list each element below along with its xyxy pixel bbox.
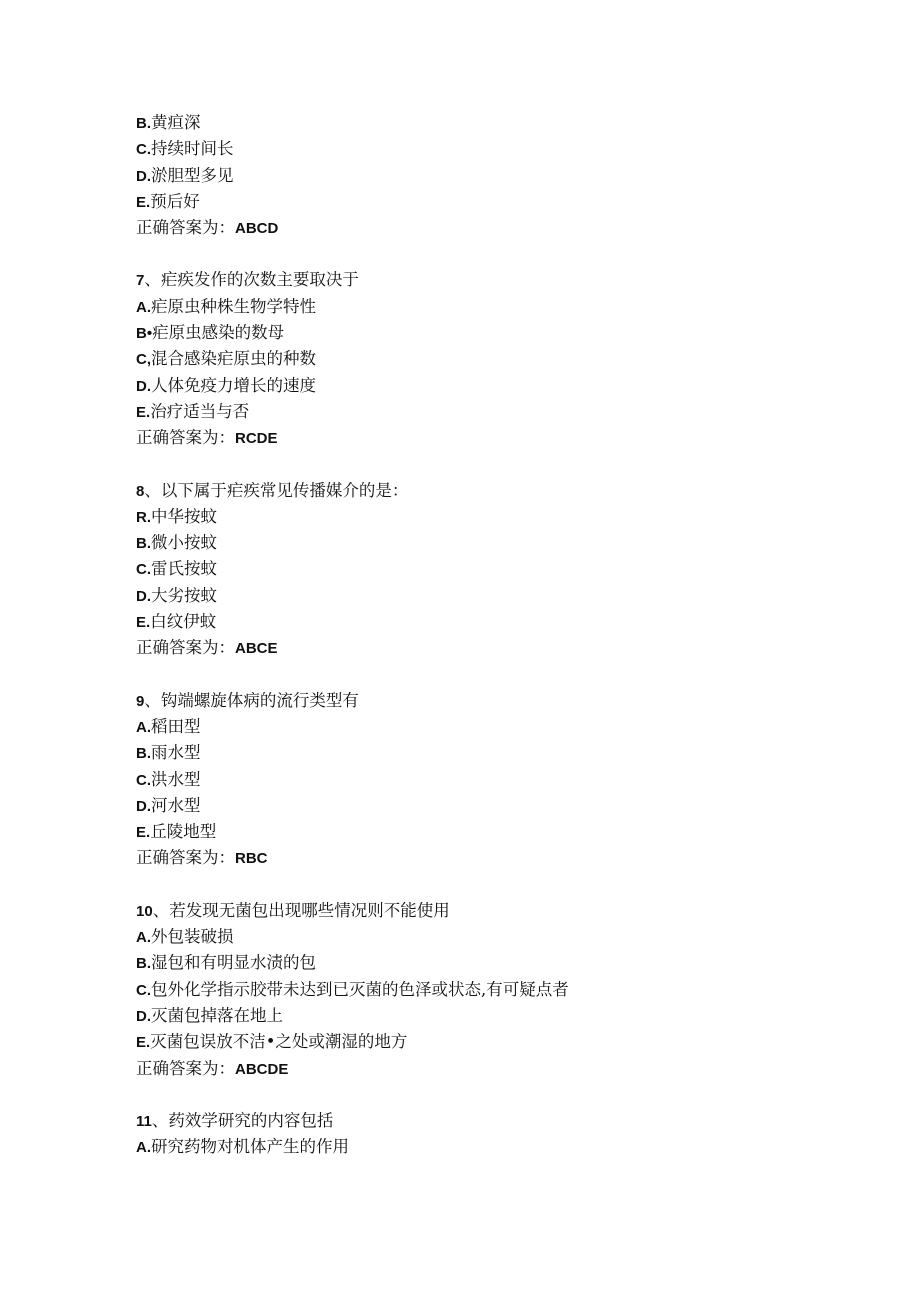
answer-prefix: 正确答案为： <box>136 1058 235 1078</box>
option-label: C. <box>136 981 151 999</box>
option-text: 白纹伊蚊 <box>150 612 217 632</box>
option-text: 持续时间长 <box>151 139 234 159</box>
answer-value: ABCD <box>235 220 279 238</box>
option-line <box>136 294 876 320</box>
answer-line <box>136 1056 876 1082</box>
question-separator: 、 <box>152 900 170 920</box>
answer-value: RCDE <box>235 430 278 448</box>
option-line <box>136 609 876 635</box>
option-text: 丘陵地型 <box>150 822 217 842</box>
question-spacer <box>136 1082 876 1108</box>
option-label: D. <box>136 377 151 395</box>
question-stem <box>136 1108 876 1134</box>
question-number: 10 <box>136 902 153 920</box>
option-text: 微小按蚊 <box>151 533 217 553</box>
option-label: D. <box>136 587 151 605</box>
option-text: 疟原虫种株生物学特性 <box>151 296 316 316</box>
option-text: 雷氏按蚊 <box>151 559 217 579</box>
option-label: B. <box>136 745 151 763</box>
question-block <box>136 688 876 872</box>
option-line <box>136 793 876 819</box>
question-block <box>136 267 876 451</box>
option-label: A. <box>136 718 151 736</box>
option-line <box>136 767 876 793</box>
option-line <box>136 819 876 845</box>
answer-prefix: 正确答案为： <box>136 638 235 658</box>
option-label: E. <box>136 1034 151 1052</box>
option-line <box>136 556 876 582</box>
document-body <box>136 110 876 1160</box>
answer-value: RBC <box>235 850 268 868</box>
option-line <box>136 189 876 215</box>
option-text: 雨水型 <box>151 743 201 763</box>
answer-line <box>136 215 876 241</box>
question-separator: 、 <box>144 270 161 290</box>
question-separator: 、 <box>144 480 161 500</box>
option-line <box>136 1003 876 1029</box>
option-text: 研究药物对机体产生的作用 <box>151 1137 349 1157</box>
option-text: 治疗适当与否 <box>150 401 250 421</box>
option-line <box>136 504 876 530</box>
question-number: 11 <box>136 1112 152 1130</box>
option-label: R. <box>136 508 151 526</box>
option-line <box>136 136 876 162</box>
question-spacer <box>136 872 876 898</box>
option-label: C. <box>136 771 151 789</box>
question-number: 9 <box>136 692 145 710</box>
option-text: 外包装破损 <box>151 927 234 947</box>
option-label: A. <box>136 1139 151 1157</box>
option-text: 预后好 <box>150 191 200 211</box>
answer-value: ABCE <box>235 640 278 658</box>
question-stem <box>136 688 876 714</box>
option-label: B. <box>136 955 151 973</box>
question-block-6-tail <box>136 110 876 241</box>
answer-line <box>136 425 876 451</box>
option-text: 淤胆型多见 <box>151 165 234 185</box>
question-number: 8 <box>136 482 145 500</box>
question-spacer <box>136 662 876 688</box>
option-label: C, <box>136 351 151 369</box>
option-text: 灭菌包误放不洁•之处或潮湿的地方 <box>150 1032 408 1052</box>
question-number: 7 <box>136 272 145 290</box>
option-label: E. <box>136 614 151 632</box>
option-line <box>136 950 876 976</box>
answer-line <box>136 635 876 661</box>
option-line <box>136 399 876 425</box>
option-text: 疟原虫感染的数母 <box>152 323 285 343</box>
option-label: E. <box>136 824 151 842</box>
option-label: B• <box>136 325 153 343</box>
option-line <box>136 110 876 136</box>
question-text: 以下属于疟疾常见传播媒介的是： <box>160 480 409 500</box>
question-block <box>136 898 876 1082</box>
option-text: 人体免疫力增长的速度 <box>151 375 316 395</box>
option-line <box>136 740 876 766</box>
question-list <box>136 241 876 1160</box>
option-line <box>136 583 876 609</box>
option-text: 混合感染疟原虫的种数 <box>151 349 316 369</box>
question-block <box>136 478 876 662</box>
option-label: C. <box>136 141 151 159</box>
option-line <box>136 373 876 399</box>
option-text: 稻田型 <box>151 716 201 736</box>
option-text: 中华按蚊 <box>151 506 217 526</box>
question-spacer <box>136 241 876 267</box>
answer-prefix: 正确答案为： <box>136 848 235 868</box>
answer-prefix: 正确答案为： <box>136 218 235 238</box>
option-line <box>136 346 876 372</box>
question-stem <box>136 478 876 504</box>
option-line <box>136 714 876 740</box>
question-stem <box>136 267 876 293</box>
option-line <box>136 1134 876 1160</box>
option-line <box>136 320 876 346</box>
option-label: D. <box>136 1007 151 1025</box>
question-separator: 、 <box>151 1110 169 1130</box>
answer-value: ABCDE <box>235 1060 289 1078</box>
question-text: 疟疾发作的次数主要取决于 <box>160 270 359 290</box>
option-label: A. <box>136 929 151 947</box>
question-text: 药效学研究的内容包括 <box>168 1110 334 1130</box>
option-label: D. <box>136 797 151 815</box>
answer-prefix: 正确答案为： <box>136 428 235 448</box>
option-text: 河水型 <box>151 795 201 815</box>
option-label: B. <box>136 535 151 553</box>
option-label: A. <box>136 298 151 316</box>
option-label: B. <box>136 115 151 132</box>
option-text: 包外化学指示胶带未达到已灭菌的色泽或状态,有可疑点者 <box>151 979 569 999</box>
option-text: 灭菌包掉落在地上 <box>151 1005 283 1025</box>
option-line <box>136 924 876 950</box>
option-label: D. <box>136 167 151 185</box>
question-separator: 、 <box>144 690 161 710</box>
option-text: 黄疸深 <box>151 113 201 132</box>
option-label: C. <box>136 561 151 579</box>
question-text: 若发现无菌包出现哪些情况则不能使用 <box>169 900 450 920</box>
question-text: 钩端螺旋体病的流行类型有 <box>160 690 359 710</box>
question-block <box>136 1108 876 1161</box>
option-line <box>136 163 876 189</box>
option-text: 湿包和有明显水渍的包 <box>151 953 316 973</box>
option-line <box>136 530 876 556</box>
question-stem <box>136 898 876 924</box>
option-line <box>136 977 876 1003</box>
option-label: E. <box>136 403 151 421</box>
option-label: E. <box>136 193 151 211</box>
option-text: 洪水型 <box>151 769 201 789</box>
answer-line <box>136 845 876 871</box>
option-text: 大劣按蚊 <box>151 585 217 605</box>
question-spacer <box>136 452 876 478</box>
option-line <box>136 1029 876 1055</box>
